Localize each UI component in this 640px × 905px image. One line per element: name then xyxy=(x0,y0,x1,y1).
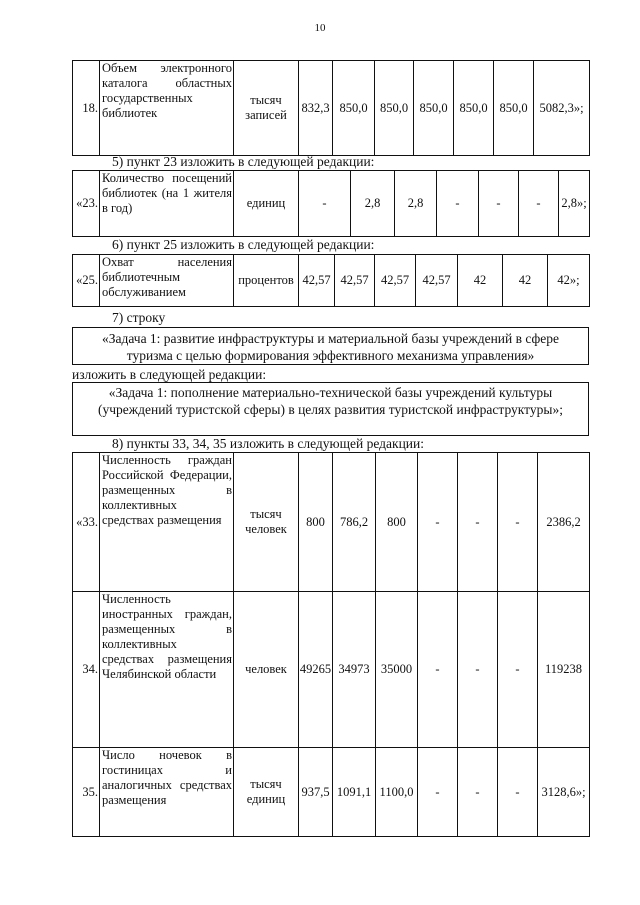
unit-cell: тысяч человек xyxy=(234,453,299,592)
table-row-25 xyxy=(72,254,590,307)
table-row-23-block xyxy=(72,170,589,237)
value-cell: 1091,1 xyxy=(333,748,376,837)
table-row-23 xyxy=(72,170,590,237)
row-number: 34. xyxy=(73,592,100,748)
table-row-18 xyxy=(72,60,590,156)
value-cell: 42 xyxy=(458,255,503,307)
value-cell: 42 xyxy=(503,255,548,307)
unit-cell: человек xyxy=(234,592,299,748)
table-row xyxy=(73,61,590,156)
unit-cell: единиц xyxy=(234,171,299,237)
row-number: «25. xyxy=(73,255,100,307)
value-cell: - xyxy=(437,171,479,237)
row-number: 35. xyxy=(73,748,100,837)
value-cell: 850,0 xyxy=(414,61,454,156)
indicator-name: Охват населения библиотечным обслуживанием xyxy=(100,255,234,307)
value-cell: - xyxy=(458,453,498,592)
value-cell: - xyxy=(498,453,538,592)
value-cell: 832,3 xyxy=(299,61,333,156)
unit-cell: тысяч записей xyxy=(234,61,299,156)
amendment-item-5: 5) пункт 23 изложить в следующей редакции: xyxy=(112,154,375,169)
value-cell: 35000 xyxy=(376,592,418,748)
table-row xyxy=(73,255,590,307)
total-cell: 2386,2 xyxy=(538,453,590,592)
value-cell: 42,57 xyxy=(335,255,375,307)
value-cell: 2,8 xyxy=(351,171,395,237)
table-row xyxy=(73,592,590,748)
row-number: 18. xyxy=(73,61,100,156)
value-cell: - xyxy=(498,748,538,837)
total-cell: 42»; xyxy=(548,255,590,307)
value-cell: - xyxy=(498,592,538,748)
value-cell: 2,8 xyxy=(395,171,437,237)
value-cell: - xyxy=(458,748,498,837)
value-cell: 850,0 xyxy=(454,61,494,156)
total-cell: 119238 xyxy=(538,592,590,748)
value-cell: - xyxy=(299,171,351,237)
table-rows-33-35 xyxy=(72,452,590,837)
unit-cell: процентов xyxy=(234,255,299,307)
value-cell: 800 xyxy=(376,453,418,592)
table-row xyxy=(73,171,590,237)
page-number: 10 xyxy=(314,22,326,34)
value-cell: - xyxy=(519,171,559,237)
value-cell: - xyxy=(418,748,458,837)
total-cell: 3128,6»; xyxy=(538,748,590,837)
task-old-text: «Задача 1: развитие инфраструктуры и материальной базы учреждений в сфере туризма с целью формирования эффективного механизма управления» xyxy=(101,331,560,363)
value-cell: 937,5 xyxy=(299,748,333,837)
value-cell: 850,0 xyxy=(333,61,375,156)
amendment-item-8: 8) пункты 33, 34, 35 изложить в следующей редакции: xyxy=(112,436,425,451)
task-new-text: «Задача 1: пополнение материально-технической базы учреждений культуры (учреждений туристской сферы) в целях развития туристской инфраструктуры»; xyxy=(98,385,563,417)
indicator-name: Количество посещений библиотек (на 1 жителя в год) xyxy=(100,171,234,237)
value-cell: - xyxy=(479,171,519,237)
indicator-name: Численность граждан Российской Федерации, размещенных в коллективных средствах размещения xyxy=(100,453,234,592)
value-cell: 42,57 xyxy=(416,255,458,307)
value-cell: - xyxy=(458,592,498,748)
table-row xyxy=(73,453,590,592)
value-cell: 850,0 xyxy=(494,61,534,156)
value-cell: 42,57 xyxy=(375,255,416,307)
value-cell: 34973 xyxy=(333,592,376,748)
replace-instruction: изложить в следующей редакции: xyxy=(72,367,267,382)
unit-cell: тысяч единиц xyxy=(234,748,299,837)
task-new-box xyxy=(72,382,589,436)
value-cell: - xyxy=(418,453,458,592)
value-cell: 850,0 xyxy=(375,61,414,156)
row-number: «33. xyxy=(73,453,100,592)
amendment-item-6: 6) пункт 25 изложить в следующей редакции: xyxy=(112,237,375,252)
value-cell: 42,57 xyxy=(299,255,335,307)
table-rows-33-35-block xyxy=(72,452,589,837)
value-cell: 800 xyxy=(299,453,333,592)
table-row-25-block xyxy=(72,254,589,307)
value-cell: 786,2 xyxy=(333,453,376,592)
task-old-box xyxy=(72,327,589,365)
table-row-18-block xyxy=(72,60,589,156)
amendment-item-7: 7) строку xyxy=(112,310,166,325)
value-cell: - xyxy=(418,592,458,748)
total-cell: 2,8»; xyxy=(559,171,590,237)
value-cell: 49265 xyxy=(299,592,333,748)
row-number: «23. xyxy=(73,171,100,237)
value-cell: 1100,0 xyxy=(376,748,418,837)
total-cell: 5082,3»; xyxy=(534,61,590,156)
indicator-name: Число ночевок в гостиницах и аналогичных средствах размещения xyxy=(100,748,234,837)
indicator-name: Объем электронного каталога областных государственных библиотек xyxy=(100,61,234,156)
table-row xyxy=(73,748,590,837)
indicator-name: Численность иностранных граждан, размещенных в коллективных средствах размещения Челябинской области xyxy=(100,592,234,748)
